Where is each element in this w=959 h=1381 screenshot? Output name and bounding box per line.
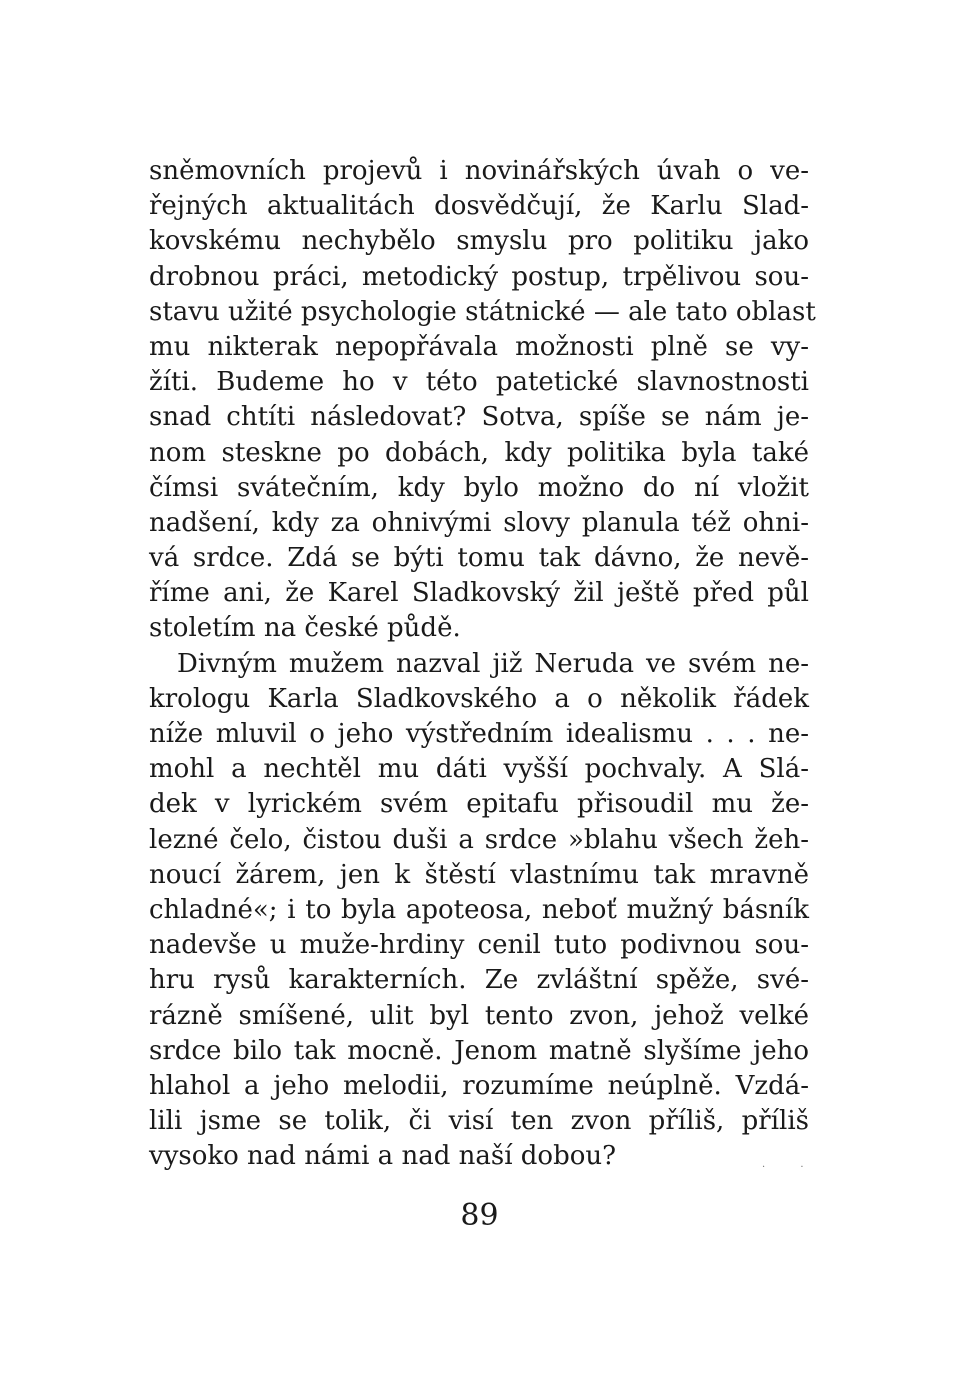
print-specks: · · <box>762 1162 820 1173</box>
text-line: stoletím na české půdě. <box>149 613 461 644</box>
text-line: drobnou práci, metodický postup, trpělivou sou- <box>149 261 809 292</box>
text-line: dek v lyrickém svém epitafu přisoudil mu že- <box>149 789 809 820</box>
text-line: chladné«; i to byla apoteosa, neboť mužný básník <box>149 894 809 925</box>
text-line: stavu užité psychologie státnické — ale tato oblast <box>149 296 816 327</box>
text-line: mu nikterak nepopřávala možnosti plně se vy- <box>149 331 809 362</box>
text-line: hlahol a jeho melodii, rozumíme neúplně. Vzdá- <box>149 1070 809 1101</box>
text-line: vysoko nad námi a nad naší dobou? <box>149 1141 617 1172</box>
text-line: lili jsme se tolik, či visí ten zvon příliš, příliš <box>149 1106 809 1137</box>
text-line: řejných aktualitách dosvědčují, že Karlu Slad- <box>149 191 809 222</box>
body-text <box>149 154 816 1174</box>
text-line: říme ani, že Karel Sladkovský žil ještě před půl <box>149 578 809 609</box>
text-line: sněmovních projevů i novinářských úvah o ve- <box>149 156 809 186</box>
text-line: rázně smíšené, ulit byl tento zvon, jehož velké <box>149 1000 809 1031</box>
text-line: noucí žárem, jen k štěstí vlastnímu tak mravně <box>149 859 809 890</box>
text-line: srdce bilo tak mocně. Jenom matně slyšíme jeho <box>149 1035 809 1066</box>
text-line: níže mluvil o jeho výstředním idealismu . . . ne- <box>149 719 809 749</box>
text-line: Divným mužem nazval již Neruda ve svém ne- <box>177 648 809 679</box>
text-line: krologu Karla Sladkovského a o několik řádek <box>149 683 809 714</box>
page-number: 89 <box>460 1198 499 1233</box>
text-line: vá srdce. Zdá se býti tomu tak dávno, že nevě- <box>149 543 809 574</box>
text-line: kovskému nechybělo smyslu pro politiku jako <box>149 226 809 257</box>
paragraph-1 <box>149 154 816 647</box>
text-line: hru rysů karakterních. Ze zvláštní spěže, své- <box>149 965 809 996</box>
text-line: nom steskne po dobách, kdy politika byla také <box>149 437 809 468</box>
text-line: čímsi svátečním, kdy bylo možno do ní vložit <box>149 472 809 503</box>
text-line: snad chtíti následovat? Sotva, spíše se nám je- <box>149 402 809 433</box>
text-line: nadšení, kdy za ohnivými slovy planula též ohni- <box>149 507 809 538</box>
text-line: mohl a nechtěl mu dáti vyšší pochvaly. A Slá- <box>149 754 809 785</box>
text-line: žíti. Budeme ho v této patetické slavnostnosti <box>149 367 809 398</box>
text-line: lezné čelo, čistou duši a srdce »blahu všech žeh- <box>149 824 809 855</box>
text-line: nadevše u muže-hrdiny cenil tuto podivnou sou- <box>149 930 809 961</box>
paragraph-2 <box>149 647 809 1175</box>
